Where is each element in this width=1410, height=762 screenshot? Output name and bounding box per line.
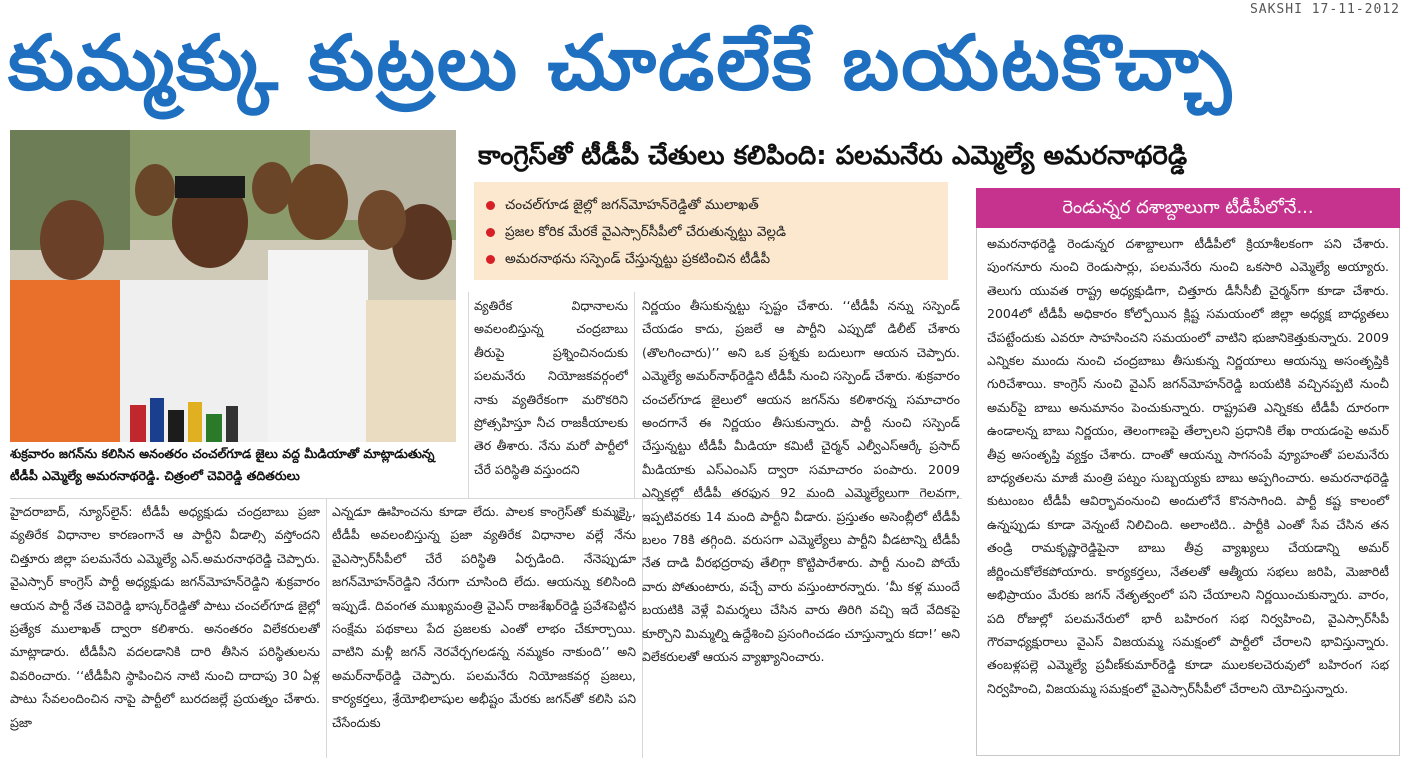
sidebar-body: అమరనాథరెడ్డి రెండున్నర దశాబ్దాలుగా టీడీపీలో క్రియాశీలకంగా పని చేశారు. పుంగనూరు నుంచి రెండుసార్లు, పలమనేరు నుంచి ఒకసారి ఎమ్మెల్యే అయ్యారు. తెలుగు యువత రాష్ట్ర అధ్యక్షుడిగా, చిత్తూరు డీసీసీబీ చైర్మన్‌గా కూడా చేశారు. 2004లో టీడీపీ అధికారం కోల్పోయిన క్లిష్ట సమయంలో జిల్లా అధ్యక్ష బాధ్యతలు చేపట్టేందుకు ఎవరూ సాహసించని సమయంలో వాటిని భుజానికెత్తుకున్నారు. 2009 ఎన్నికల ముందు నుంచి చంద్రబాబు తీసుకున్న నిర్ణయాలు ఆయన్ను అసంతృప్తికి గురిచేశాయి. కాంగ్రెస్ నుంచి వైఎస్ జగన్‌మోహన్‌రెడ్డి బయటికి వచ్చినప్పటి నుంచీ అమర్‌పై బాబు అనుమానం పెంచుకున్నారు. రాష్ట్రపతి ఎన్నికకు టీడీపీ దూరంగా ఉండాలన్న బాబు నిర్ణయం, తెలంగాణపై తేల్చాలని ప్రధానికి లేఖ రాయడంపై అమర్ తీవ్ర అసంతృప్తి వ్యక్తం చేశారు. దాంతో ఆయన్ను సాగనంపే వ్యూహంతో పలమనేరు బాధ్యతలను మాజీ మంత్రి పట్నం సుబ్బయ్యకు బాబు అప్పగించారు. అమరనాథరెడ్డి కుటుంబం టీడీపీ ఆవిర్భావంనుంచి అందులోనే కొనసాగింది. పార్టీ కష్ట కాలంలో ఉన్నప్పుడు కూడా వెన్నంటే నిలిచింది. అలాంటిది.. పార్టీకి ఎంతో సేవ చేసిన తన తండ్రి రామకృష్ణారెడ్డిపైనా బాబు తీవ్ర వ్యాఖ్యలు చేయడాన్ని అమర్ జీర్ణించుకోలేకపోయారు. కార్యకర్తలు, నేతలతో ఆత్మీయ సభలు జరిపి, మెజారిటీ అభిప్రాయం మేరకు జగన్ నేతృత్వంలో పని చేయాలని నిర్ణయించుకున్నారు. వారం, పది రోజుల్లో పలమనేరులో భారీ బహిరంగ సభ నిర్వహించి, వైఎస్సార్‌సీపీ గౌరవాధ్యక్షురాలు వైఎస్ విజయమ్మ సమక్షంలో పార్టీలో చేరాలని భావిస్తున్నారు. తంబళ్లపల్లె ఎమ్మెల్యే ప్రవీణ్‌కుమార్‌రెడ్డి కూడా ములకలచెరువులో బహిరంగ సభ నిర్వహించి, విజయమ్మ సమక్షంలో వైఎస్సార్‌సీపీలో చేరాలని యోచిస్తున్నారు. xyxy=(976,228,1400,756)
photo-caption: శుక్రవారం జగన్‌ను కలిసిన అనంతరం చంచల్‌గూడ జైలు వద్ద మీడియాతో మాట్లాడుతున్న టీడీపీ ఎమ్మెల్యే అమరనాథరెడ్డి. చిత్రంలో చెవిరెడ్డి తదితరులు xyxy=(10,446,435,483)
sub-headline: కాంగ్రెస్‌తో టీడీపీ చేతులు కలిపింది: పలమనేరు ఎమ్మెల్యే అమరనాథరెడ్డి xyxy=(478,141,1188,171)
sidebar-title: రెండున్నర దశాబ్దాలుగా టీడీపీలోనే... xyxy=(976,188,1400,228)
bullet-icon xyxy=(486,228,495,237)
highlight-text: ప్రజల కోరిక మేరకే వైఎస్సార్‌సీపీలో చేరుతున్నట్టు వెల్లడి xyxy=(505,224,786,240)
bullet-icon xyxy=(486,255,495,264)
article-column-2a: వ్యతిరేక విధానాలను అవలంబిస్తున్న చంద్రబాబు తీరుపై ప్రశ్నించినందుకు పలమనేరు నియోజకవర్గంలో నాకు వ్యతిరేకంగా మరొకరిని ప్రోత్సహిస్తూ నీచ రాజకీయాలకు తెర తీశారు. నేను మరో పార్టీలో చేరే పరిస్థితి వస్తుందని xyxy=(474,298,628,477)
highlight-item xyxy=(486,246,940,273)
article-column-1: హైదరాబాద్, న్యూస్‌లైన్: టీడీపీ అధ్యక్షుడు చంద్రబాబు ప్రజా వ్యతిరేక విధానాల కారణంగానే ఆ పార్టీని వీడాల్సి వస్తోందని చిత్తూరు జిల్లా పలమనేరు ఎమ్మెల్యే ఎన్.అమరనాథరెడ్డి చెప్పారు. వైఎస్సార్ కాంగ్రెస్ పార్టీ అధ్యక్షుడు జగన్‌మోహన్‌రెడ్డిని శుక్రవారం ఆయన పార్టీ నేత చెవిరెడ్డి భాస్కర్‌రెడ్డితో పాటు చంచల్‌గూడ జైల్లో ప్రత్యేక ములాఖత్ ద్వారా కలిశారు. అనంతరం విలేకరులతో మాట్లాడారు. టీడీపీని వదలడానికి దారి తీసిన పరిస్థితులను వివరించారు. ‘‘టీడీపీని స్థాపించిన నాటి నుంచి దాదాపు 30 ఏళ్ల పాటు సేవలందించిన నాపై పార్టీలో బురదజల్లే ప్రయత్నం చేశారు. ప్రజా xyxy=(10,504,320,730)
main-headline: కుమ్మక్కు కుట్రలు చూడలేకే బయటకొచ్చా xyxy=(8,18,1234,107)
highlight-text: చంచల్‌గూడ జైల్లో జగన్‌మోహన్‌రెడ్డితో ములాఖత్ xyxy=(505,197,759,213)
article-column-3: నిర్ణయం తీసుకున్నట్టు స్పష్టం చేశారు. ‘‘టీడీపీ నన్ను సస్పెండ్ చేయడం కాదు, ప్రజలే ఆ పార్టీని ఎప్పుడో డిలీట్ చేశారు (తొలగించారు)’’ అని ఒక ప్రశ్నకు బదులుగా ఆయన చెప్పారు. ఎమ్మెల్యే అమర్‌నాథ్‌రెడ్డిని టీడీపీ నుంచి సస్పెండ్ చేశారు. శుక్రవారం చంచల్‌గూడ జైలులో ఆయన జగన్‌ను కలిశారన్న సమాచారం అందగానే ఈ నిర్ణయం తీసుకున్నారు. పార్టీ నుంచి సస్పెండ్ చేస్తున్నట్టు టీడీపీ మీడియా కమిటీ చైర్మన్ ఎల్వీఎస్ఆర్కే ప్రసాద్ మీడియాకు ఎస్ఎంఎస్ ద్వారా సమాచారం పంపారు. 2009 ఎన్నికల్లో టీడీపీ తరఫున 92 మంది ఎమ్మెల్యేలుగా గెలవగా, ఇప్పటివరకు 14 మంది పార్టీని వీడారు. ప్రస్తుతం అసెంబ్లీలో టీడీపీ బలం 78కి తగ్గింది. వరుసగా ఎమ్మెల్యేలు పార్టీని వీడటాన్ని టీడీపీ నేత దాడి వీరభద్రరావు తేలిగ్గా కొట్టిపారేశారు. పార్టీ నుంచి పోయే వారు పోతుంటారు, వచ్చే వారు వస్తుంటారన్నారు. ‘మీ కళ్ల ముందే బయటికి వెళ్లే విమర్శలు చేసిన వారు తిరిగి వచ్చి ఇదే వేదికపై కూర్చొని మిమ్మల్ని ఉద్దేశించి ప్రసంగించడం చూస్తున్నారు కదా!’ అని విలేకరులతో ఆయన వ్యాఖ్యానించారు. xyxy=(642,298,960,665)
column-divider xyxy=(468,292,469,498)
highlight-text: అమరనాథను సస్పెండ్ చేస్తున్నట్టు ప్రకటించిన టీడీపీ xyxy=(505,251,771,267)
column-divider xyxy=(326,498,327,758)
highlights-box xyxy=(474,182,948,280)
column-divider xyxy=(634,292,635,498)
bullet-icon xyxy=(486,201,495,210)
news-photo xyxy=(10,130,456,442)
article-column-2b: ఎన్నడూ ఊహించను కూడా లేదు. పాలక కాంగ్రెస్‌తో కుమ్మక్కై, టీడీపీ అవలంబిస్తున్న ప్రజా వ్యతిరేక విధానాల వల్లే నేను వైఎస్సార్‌సీపీలో చేరే పరిస్థితి ఏర్పడింది. నేనెప్పుడూ జగన్‌మోహన్‌రెడ్డిని నేరుగా చూసింది లేదు. ఆయన్ను కలిసింది ఇప్పుడే. దివంగత ముఖ్యమంత్రి వైఎస్ రాజశేఖర్‌రెడ్డి ప్రవేశపెట్టిన సంక్షేమ పథకాలు పేద ప్రజలకు ఎంతో లాభం చేకూర్చాయి. వాటిని మళ్లీ జగన్ నెరవేర్చగలడన్న నమ్మకం నాకుంది’’ అని అమర్‌నాథ్‌రెడ్డి చెప్పారు. పలమనేరు నియోజకవర్గ ప్రజలు, కార్యకర్తలు, శ్రేయోభిలాషుల అభీష్టం మేరకు జగన్‌తో కలిసి పని చేసేందుకు xyxy=(332,504,636,730)
newspaper-dateline: SAKSHI 17-11-2012 xyxy=(1249,2,1400,17)
highlight-item xyxy=(486,219,940,246)
highlight-item xyxy=(486,192,940,219)
